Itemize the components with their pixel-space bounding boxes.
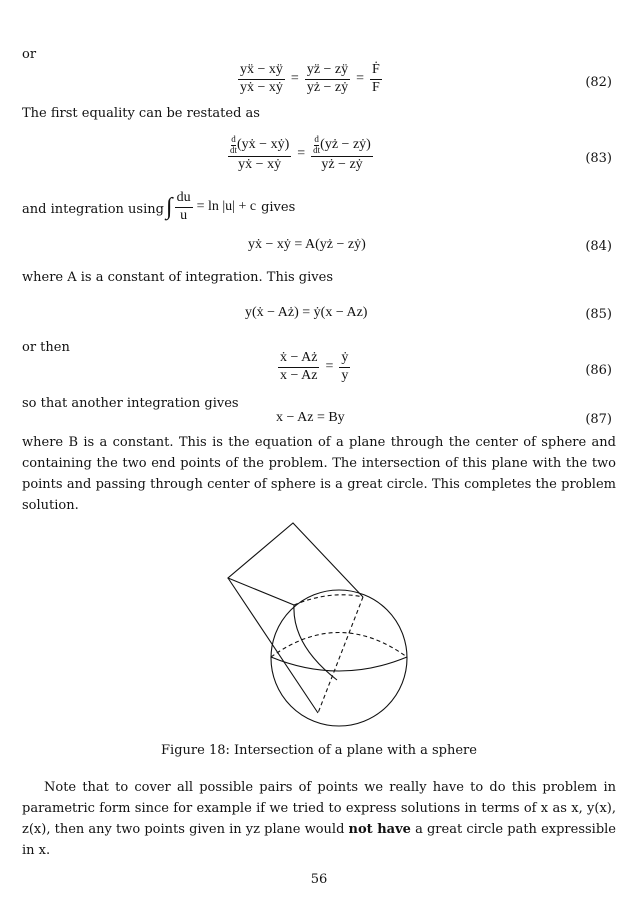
- eq83-rhs-den: yż − zẏ: [321, 156, 363, 172]
- equation-number-87: (87): [585, 412, 612, 427]
- eq83-lhs-den: yẋ − xẏ: [238, 156, 282, 172]
- plane-edge-solid: [228, 578, 318, 713]
- text-integration-using: and integration using: [22, 202, 164, 217]
- eq82-frac2-den: yż − zẏ: [306, 79, 349, 95]
- note-paragraph: [22, 777, 616, 861]
- eq82-frac2-num: yz̈ − zÿ: [305, 62, 350, 80]
- eq86-lhs-num: ẋ − Aż: [278, 350, 319, 368]
- equation-82: $\frac{\text{yẍ − xÿ}}{\text{yẋ − xẏ}}$ = $\frac{yz̈ - zÿ}{\text{yż − zẏ}}$ = $\frac{\text{Ḟ}}{F}$: [240, 62, 380, 95]
- text-or-then: or then: [22, 340, 70, 355]
- text-first-equality: The first equality can be restated as: [22, 106, 260, 121]
- text-where-A: where A is a constant of integration. This gives: [22, 270, 333, 285]
- integral-num: du: [175, 190, 193, 208]
- equation-number-83: (83): [585, 151, 612, 166]
- sphere-outline: [271, 590, 407, 726]
- integral-rhs: = ln |u| + c: [196, 199, 257, 215]
- note-bold-text: not have: [348, 822, 411, 837]
- equation-number-82: (82): [585, 75, 612, 90]
- eq82-frac3-den: F: [372, 79, 380, 95]
- sphere-equator-front: [271, 657, 407, 671]
- equation-83: $\frac{d}{dt}$ (yẋ − xẏ) yẋ − xẏ = $\frac{d}{dt}$ (yż − zẏ) yż − zẏ: [230, 134, 371, 172]
- plane-outline: [228, 523, 363, 605]
- eq83-d-num: d: [231, 134, 236, 144]
- great-circle-back: [294, 595, 363, 605]
- eq86-lhs-den: x − Az: [280, 367, 318, 383]
- integral-den: u: [180, 207, 188, 223]
- eq83-rhs-num: (yż − zẏ): [320, 136, 371, 152]
- equation-84: yẋ − xẏ = A(yż − zẏ): [248, 237, 366, 252]
- page-number: 56: [310, 872, 328, 887]
- great-circle-front: [294, 605, 337, 680]
- equation-87: x − Az = By: [276, 410, 345, 425]
- note-text-before: Note that to cover all possible pairs of points we really have to do this problem in parametric form since for example if we tried to express solutions in terms of x as x, y(x), z(x), then any two points given in yz plane would: [22, 780, 616, 837]
- text-another-integration: so that another integration gives: [22, 396, 239, 411]
- text-gives: gives: [261, 199, 296, 215]
- eq83-d-den: dt: [230, 144, 238, 155]
- equation-number-85: (85): [585, 307, 612, 322]
- sphere-equator-back: [271, 633, 407, 658]
- integral-sign: ∫: [166, 193, 173, 220]
- integral-expression: [166, 190, 295, 225]
- eq83-d2-den: dt: [313, 144, 321, 155]
- equation-number-84: (84): [585, 239, 612, 254]
- eq86-rhs-den: y: [341, 367, 349, 383]
- eq82-frac1-den: yẋ − xẏ: [240, 79, 283, 95]
- figure-caption: Figure 18: Intersection of a plane with a sphere: [161, 743, 477, 758]
- plane-inside-dashed: [318, 597, 363, 713]
- equation-number-86: (86): [585, 363, 612, 378]
- equation-86: $\frac{\text{ẋ − Aż}}{x - Az}$ = $\frac{\text{ẏ}}{y}$: [280, 350, 349, 383]
- eq82-frac3-num: Ḟ: [370, 62, 382, 80]
- note-text-after: a great circle path expressible in x.: [22, 822, 616, 858]
- text-or: or: [22, 47, 37, 62]
- eq86-rhs-num: ẏ: [339, 350, 350, 368]
- conclusion-paragraph: where B is a constant. This is the equation of a plane through the center of sphere and containing the two end points of the problem. The intersection of this plane with the two points and passing through center of sphere is a great circle. This completes the problem solution.: [22, 435, 616, 513]
- eq83-d2-num: d: [314, 134, 319, 144]
- eq82-frac1-num: yẍ − xÿ: [238, 62, 285, 80]
- eq83-lhs-num: (yẋ − xẏ): [237, 136, 290, 152]
- equation-85: y(ẋ − Aż) = ẏ(x − Az): [245, 305, 368, 320]
